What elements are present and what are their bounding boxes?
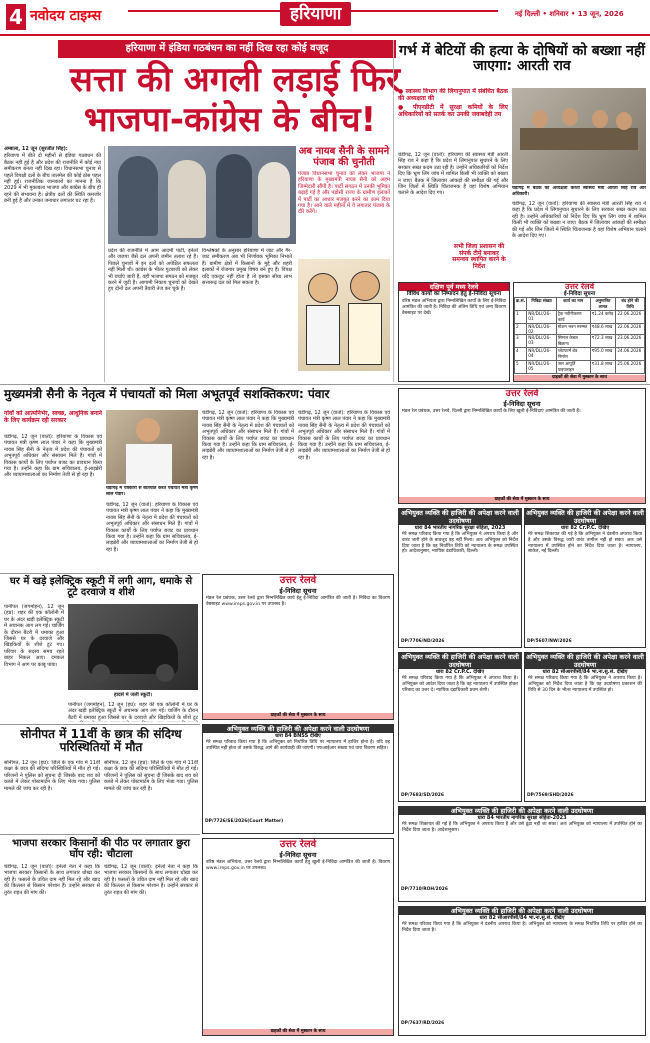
table-cell: 24.06.2026 <box>616 348 645 361</box>
bullet-item: ● स्वास्थ्य विभाग की लिंगानुपात में संबंधित बैठक की अध्यक्षता की <box>398 88 508 103</box>
table-cell: 1 <box>515 311 527 324</box>
table-row <box>515 361 645 374</box>
table-cell: 5 <box>515 361 527 374</box>
cartoon-headline: अब नायब सैनी के सामने पंजाब की चुनौती <box>298 146 390 168</box>
table-cell: ₹72.3 लाख <box>590 335 616 348</box>
panchayat-photo <box>106 410 198 484</box>
page-header <box>0 0 650 36</box>
table-header-cell: निविदा संख्या <box>527 298 557 311</box>
table-header-cell: बंद होने की तिथि <box>616 298 645 311</box>
table-cell: 23.06.2026 <box>616 335 645 348</box>
student-body-1: सोनीपत, 12 जून (हप्र): जिले के एक गांव में 11वीं कक्षा के छात्र की संदिग्ध परिस्थितियों में मौत हो गई। परिजनों ने पुलिस को सूचना दी जिसके बाद शव को कब्जे में लेकर पोस्टमार्टम के लिए भेजा गया। पुलिस मामले की जांच कर रही है। <box>4 760 100 792</box>
fire-photo <box>68 604 198 690</box>
table-cell: NR/DLI/26-05 <box>527 361 557 374</box>
cartoon-body: पंजाब विधानसभा चुनाव को लेकर भाजपा ने हरियाणा के मुख्यमंत्री नायब सैनी को अहम जिम्मेदारी सौंपी है। पार्टी संगठन में उनकी भूमिका बढ़ाई गई है और पड़ोसी राज्य के ग्रामीण इलाकों में पार्टी का आधार मजबूत करने का काम दिया गया है। आने वाले महीनों में वे लगातार पंजाब के दौरे करेंगे। <box>298 171 390 216</box>
panchayat-body-3: चंडीगढ़, 12 जून (वार्ता): हरियाणा के विकास एवं पंचायत मंत्री कृष्ण लाल पंवार ने कहा कि मुख्यमंत्री नायब सिंह सैनी के नेतृत्व में प्रदेश की पंचायतों को अभूतपूर्व अधिकार और संसाधन मिले हैं। गांवों में विकास कार्यों के लिए पर्याप्त बजट का प्रावधान किया गया है। उन्होंने कहा कि ग्राम सचिवालय, ई-लाइब्रेरी और व्यायामशालाओं का निर्माण तेजी से हो रहा है। <box>202 410 294 461</box>
section-divider <box>0 384 650 385</box>
farmers-body-1: चंडीगढ़, 12 जून (वार्ता): इनेलो नेता ने कहा कि भाजपा सरकार किसानों के साथ लगातार धोखा कर रही है। फसलों के उचित दाम नहीं मिल रहे और खाद की किल्लत से किसान परेशान हैं। उन्होंने सरकार से तुरंत राहत की मांग की। <box>4 864 100 896</box>
table-cell: 4 <box>515 348 527 361</box>
rail-ad-small: दक्षिण पूर्व मध्य रेलवे विविध कार्यों का निष्पादन हेतु ई-निविदा सूचना वरिष्ठ मंडल अभियंता द्वारा निम्नलिखित कार्यों के लिए ई-निविदा आमंत्रित की जाती है। निविदा की अंतिम तिथि एवं अन्य विवरण वेबसाइट पर देखें। <box>398 282 510 382</box>
panchayat-body-2: चंडीगढ़, 12 जून (वार्ता): हरियाणा के विकास एवं पंचायत मंत्री कृष्ण लाल पंवार ने कहा कि मुख्यमंत्री नायब सिंह सैनी के नेतृत्व में प्रदेश की पंचायतों को अभूतपूर्व अधिकार और संसाधन मिले हैं। गांवों में विकास कार्यों के लिए पर्याप्त बजट का प्रावधान किया गया है। उन्होंने कहा कि ग्राम सचिवालय, ई-लाइब्रेरी और व्यायामशालाओं का निर्माण तेजी से हो रहा है। <box>106 502 198 553</box>
panchayat-bullet: गांवों को आत्मनिर्भर, स्वच्छ, आधुनिक बनाने के लिए कार्यक्रम रही सरकार <box>4 410 102 424</box>
table-cell: ₹48.6 लाख <box>590 324 616 335</box>
table-cell: NR/DLI/26-01 <box>527 311 557 324</box>
right-story-headline: गर्भ में बेटियों की हत्या के दोषियों को बख्शा नहीं जाएगा: आरती राव <box>399 43 645 75</box>
court-notice: अभियुक्त व्यक्ति की हाजिरी की अपेक्षा करने वाली उदघोषणा धारा 84 भारतीय नागरिक सुरक्षा संहिता-2023 मेरे समक्ष शिकायत की गई है कि अभियुक्त ने अपराध किया है और उसे ढूंढा नहीं जा सका। अतः अभियुक्त को न्यायालय में उपस्थित होने का निर्देश दिया जाता है। आदेशानुसार। DP/7710/ROH/2026 <box>398 806 646 902</box>
table-cell: 3 <box>515 335 527 348</box>
table-header-cell: क्र.सं. <box>515 298 527 311</box>
lead-column-3: विश्लेषकों के अनुसार हरियाणा में जाट और गैर-जाट समीकरण अब भी निर्णायक भूमिका निभाते हैं। ग्रामीण क्षेत्रों में किसानों के मुद्दे और शहरी इलाकों में रोजगार प्रमुख विषय बने हुए हैं। विपक्ष यदि एकजुट नहीं होता है तो इसका सीधा लाभ सत्तारूढ़ दल को मिल सकता है। <box>202 248 292 287</box>
panchayat-body-1: चंडीगढ़, 12 जून (वार्ता): हरियाणा के विकास एवं पंचायत मंत्री कृष्ण लाल पंवार ने कहा कि मुख्यमंत्री नायब सिंह सैनी के नेतृत्व में प्रदेश की पंचायतों को अभूतपूर्व अधिकार और संसाधन मिले हैं। गांवों में विकास कार्यों के लिए पर्याप्त बजट का प्रावधान किया गया है। उन्होंने कहा कि ग्राम सचिवालय, ई-लाइब्रेरी और व्यायामशालाओं का निर्माण तेजी से हो रहा है। <box>4 434 102 479</box>
right-story-subhead: सभी जिला प्रशासन की संपर्क टीमें बनाकर समन्वय स्थापित करने के निर्देश <box>452 243 506 270</box>
student-body-2: सोनीपत, 12 जून (हप्र): जिले के एक गांव में 11वीं कक्षा के छात्र की संदिग्ध परिस्थितियों में मौत हो गई। परिजनों ने पुलिस को सूचना दी जिसके बाद शव को कब्जे में लेकर पोस्टमार्टम के लिए भेजा गया। पुलिस मामले की जांच कर रही है। <box>104 760 198 792</box>
farmers-body-2: चंडीगढ़, 12 जून (वार्ता): इनेलो नेता ने कहा कि भाजपा सरकार किसानों के साथ लगातार धोखा कर रही है। फसलों के उचित दाम नहीं मिल रहे और खाद की किल्लत से किसान परेशान हैं। उन्होंने सरकार से तुरंत राहत की मांग की। <box>104 864 198 896</box>
table-cell: ₹95.0 लाख <box>590 348 616 361</box>
tender-table-box: उत्तर रेलवे ई-निविदा सूचना क्र.सं. निविदा संख्या कार्य का नाम अनुमानित लागत बंद होने की तिथि 1 NR/DLI/26-01 ट्रैक नवीनीकरण कार्य ₹1.24 करोड़ 22.06.2026 2 NR/DLI/26-02 स्टेशन भवन मरम्मत ₹48.6 लाख 22.06.2026 3 NR/DLI/26-03 सिग्नल केबल बिछाना ₹72.3 लाख 23.06.2026 4 NR/DLI/26-04 प्लेटफार्म शेड निर्माण ₹95.0 लाख 24.06.2026 5 NR/DLI/26-05 जल आपूर्ति पाइपलाइन ₹31.8 लाख 25.06.2026 ग्राहकों की सेवा में मुस्कान के साथ <box>513 282 646 382</box>
right-story-photo <box>512 88 646 184</box>
tender-table <box>514 297 645 374</box>
lead-headline-line2: भाजपा-कांग्रेस के बीच! <box>83 100 377 140</box>
student-headline: सोनीपत में 11वीं के छात्र की संदिग्ध परिस्थितियों में मौत <box>20 727 182 755</box>
section-title: हरियाणा <box>280 2 351 26</box>
table-cell: ट्रैक नवीनीकरण कार्य <box>556 311 590 324</box>
cartoon-illustration <box>298 259 390 371</box>
right-story-body: चंडीगढ़, 12 जून (वार्ता): हरियाणा की स्वास्थ्य मंत्री आरती सिंह राव ने कहा है कि प्रदेश में लिंगानुपात सुधारने के लिए सरकार सख्त कदम उठा रही है। उन्होंने अधिकारियों को निर्देश दिए कि भ्रूण लिंग जांच में शामिल किसी भी व्यक्ति को बख्शा न जाए। बैठक में जिलावार आंकड़ों की समीक्षा की गई और जिन जिलों में स्थिति चिंताजनक है वहां विशेष अभियान चलाने के आदेश दिए गए। <box>398 152 508 197</box>
fire-headline: घर में खड़े इलेक्ट्रिक स्कूटी में लगी आग, धमाके से टूटे दरवाजे व शीशे <box>9 576 193 598</box>
fire-body: पानीपत (जगमोहन), 12 जून (हप्र): शहर की एक कॉलोनी में घर के अंदर खड़ी इलेक्ट्रिक स्कूटी में अचानक आग लग गई। चार्जिंग के दौरान बैटरी में धमाका हुआ जिससे घर के दरवाजे और खिड़कियों के शीशे टूट गए। परिवार के सदस्य समय रहते बाहर निकल आए। दमकल विभाग ने आग पर काबू पाया। <box>4 604 64 668</box>
panchayat-body-4: चंडीगढ़, 12 जून (वार्ता): हरियाणा के विकास एवं पंचायत मंत्री कृष्ण लाल पंवार ने कहा कि मुख्यमंत्री नायब सिंह सैनी के नेतृत्व में प्रदेश की पंचायतों को अभूतपूर्व अधिकार और संसाधन मिले हैं। गांवों में विकास कार्यों के लिए पर्याप्त बजट का प्रावधान किया गया है। उन्होंने कहा कि ग्राम सचिवालय, ई-लाइब्रेरी और व्यायामशालाओं का निर्माण तेजी से हो रहा है। <box>298 410 390 461</box>
court-notice: अभियुक्त व्यक्ति की हाजिरी की अपेक्षा करने वाली उदघोषणा धारा 84 भारतीय नागरिक सुरक्षा संहिता, 2023 मेरे समक्ष परिवाद किया गया है कि अभियुक्त ने अपराध किया है और वारंट जारी होने के बावजूद वह नहीं मिला। अतः अभियुक्त को निर्देश दिया जाता है कि वह निर्धारित तिथि को न्यायालय के समक्ष उपस्थित हो। आदेशानुसार, न्यायिक दंडाधिकारी, दिल्ली। DP/7706/ND/2026 <box>398 508 522 648</box>
table-cell: NR/DLI/26-03 <box>527 335 557 348</box>
dateline: नई दिल्ली • शनिवार • 13 जून, 2026 <box>515 10 624 18</box>
page-number: 4 <box>6 4 26 30</box>
section-divider <box>0 724 200 725</box>
fire-body-cont: पानीपत (जगमोहन), 12 जून (हप्र): शहर की एक कॉलोनी में घर के अंदर खड़ी इलेक्ट्रिक स्कूटी में अचानक आग लग गई। चार्जिंग के दौरान बैटरी में धमाका हुआ जिससे घर के दरवाजे और खिड़कियों के शीशे टूट <box>68 702 198 721</box>
panchayat-headline: मुख्यमंत्री सैनी के नेतृत्व में पंचायतों को मिला अभूतपूर्व सशक्तिकरण: पंवार <box>4 387 330 401</box>
panchayat-caption: चंडीगढ़ में पत्रकारों से बातचीत करते पंचायत मंत्री कृष्ण लाल पंवार। <box>106 486 198 498</box>
lead-column-1: अम्बाला, 12 जून (सुरजीत सिंह): हरियाणा में बीते दो महीनों से इंडिया गठबंधन की बैठक नहीं हुई है और प्रदेश की राजनीति में कोई नया समीकरण बनता नहीं दिख रहा। विधानसभा चुनाव से पहले विपक्षी दलों के बीच तालमेल की कोई ठोस पहल नहीं हुई। राजनीतिक जानकारों का मानना है कि 2029 में भी मुकाबला भाजपा और कांग्रेस के बीच ही रहने की संभावना है। क्षेत्रीय दलों की स्थिति कमजोर बनी हुई है और उनका जनाधार लगातार घट रहा है। <box>4 146 101 205</box>
right-story-body-cont: चंडीगढ़, 12 जून (वार्ता): हरियाणा की स्वास्थ्य मंत्री आरती सिंह राव ने कहा है कि प्रदेश में लिंगानुपात सुधारने के लिए सरकार सख्त कदम उठा रही है। उन्होंने अधिकारियों को निर्देश दिए कि भ्रूण लिंग जांच में शामिल किसी भी व्यक्ति को बख्शा न जाए। बैठक में जिलावार आंकड़ों की समीक्षा की गई और जिन जिलों में स्थिति चिंताजनक है वहां विशेष अभियान चलाने के आदेश दिए गए। <box>512 201 646 240</box>
lead-headline-line1: सत्ता की अगली लड़ाई फिर <box>69 60 401 100</box>
rail-tender-big: उत्तर रेलवे ई-निविदा सूचना मंडल रेल प्रबंधक, उत्तर रेलवे द्वारा निम्नलिखित कार्य हेतु ई-निविदा आमंत्रित की जाती है। निविदा का विवरण वेबसाइट www.ireps.gov.in पर उपलब्ध है। ग्राहकों की सेवा में मुस्कान के साथ <box>202 574 394 720</box>
masthead: नवोदय टाइम्स <box>30 8 102 24</box>
cartoon-box <box>298 146 390 382</box>
right-story-photo-caption: चंडीगढ़ में बैठक की अध्यक्षता करती स्वास्थ्य मंत्री आरती सिंह राव और अधिकारी। <box>512 186 646 197</box>
table-row <box>515 348 645 361</box>
right-story-bullets <box>398 88 508 150</box>
table-cell: जल आपूर्ति पाइपलाइन <box>556 361 590 374</box>
top-banner: हरियाणा में इंडिया गठबंधन का नहीं दिख रहा कोई वजूद <box>58 40 396 58</box>
table-cell: ₹31.8 लाख <box>590 361 616 374</box>
lead-photo <box>108 146 296 244</box>
table-row <box>515 324 645 335</box>
farmers-headline: भाजपा सरकार किसानों की पीठ पर लगातार छुरा घोंप रही: चौटाला <box>12 838 190 860</box>
court-notice: अभियुक्त व्यक्ति की हाजिरी की अपेक्षा करने वाली उदघोषणा धारा 82 Cr.P.C. देखिए मेरे समक्ष शिकायत की गई है कि अभियुक्त ने दंडनीय अपराध किया है और उसके विरुद्ध जारी वारंट तामील नहीं हो सका। अतः उसे न्यायालय में उपस्थित होने का निर्देश दिया जाता है। न्यायालय, साकेत, नई दिल्ली। DP/5607/NW/2026 <box>524 508 646 648</box>
table-cell: NR/DLI/26-02 <box>527 324 557 335</box>
table-row <box>515 311 645 324</box>
court-notice: अभियुक्त व्यक्ति की हाजिरी की अपेक्षा करने वाली उदघोषणा धारा 84 BNSS देखिए मेरे समक्ष परिवाद किया गया है कि अभियुक्त को निर्धारित तिथि पर न्यायालय में हाजिर होना है। यदि वह उपस्थित नहीं होता तो उसके विरुद्ध आगे की कार्यवाही की जाएगी। एफआईआर संख्या एवं धारा विवरण सहित। DP/7726/SE/2026(Court Matter) <box>202 724 394 834</box>
table-cell: 2 <box>515 324 527 335</box>
section-divider <box>0 573 200 574</box>
fire-caption: हादसे में जली स्कूटी। <box>113 692 153 698</box>
table-cell: प्लेटफार्म शेड निर्माण <box>556 348 590 361</box>
table-header-cell: कार्य का नाम <box>556 298 590 311</box>
section-divider <box>0 834 200 835</box>
court-notice: अभियुक्त व्यक्ति की हाजिरी की अपेक्षा करने वाली उदघोषणा धारा 82 सीआरपीसी/84 भा.ना.सु.सं. देखिए मेरे समक्ष परिवाद किया गया है कि अभियुक्त ने दंडनीय अपराध किया है। अभियुक्त को न्यायालय के समक्ष निर्धारित तिथि पर हाजिर होने का निर्देश दिया जाता है। DP/7637/RD/2026 <box>398 906 646 1036</box>
table-header-cell: अनुमानित लागत <box>590 298 616 311</box>
court-notice: अभियुक्त व्यक्ति की हाजिरी की अपेक्षा करने वाली उदघोषणा धारा 82 सीआरपीसी/84 भा.ना.सु.सं. देखिए मेरे समक्ष परिवाद किया गया है कि अभियुक्त ने अपराध किया है। अभियुक्त को निर्देश दिया जाता है कि वह उदघोषणा प्रकाशन की तिथि से 30 दिन के भीतर न्यायालय में उपस्थित हो। DP/7569/SHD/2026 <box>524 652 646 802</box>
table-cell: सिग्नल केबल बिछाना <box>556 335 590 348</box>
rail-tender-bottom: उत्तर रेलवे ई-निविदा सूचना वरिष्ठ मंडल अभियंता, उत्तर रेलवे द्वारा निम्नलिखित कार्यों हेतु खुली ई-निविदा आमंत्रित की जाती है। विवरण www.ireps.gov.in पर उपलब्ध। ग्राहकों की सेवा में मुस्कान के साथ <box>202 838 394 1036</box>
table-cell: ₹1.24 करोड़ <box>590 311 616 324</box>
lead-column-2: प्रदेश की राजनीति में आम आदमी पार्टी, इनेलो और जजपा जैसे दल अपनी जमीन तलाश रहे हैं। पिछले चुनावों में इन दलों को अपेक्षित सफलता नहीं मिली थी। कांग्रेस के भीतर गुटबाजी को लेकर भी चर्चाएं जारी हैं, वहीं भाजपा संगठन को मजबूत करने में जुटी है। आगामी निकाय चुनावों को देखते हुए दोनों दल अपनी तैयारी तेज कर चुके हैं। <box>108 248 198 293</box>
table-cell: 22.06.2026 <box>616 311 645 324</box>
column-divider <box>104 146 105 382</box>
bullet-item: ● पीएनडीटी में सुरक्षा कमियों के लिए अधिकारियों को सतर्क कर उनकी जवाबदेही तय <box>398 103 508 119</box>
column-divider <box>393 40 394 382</box>
rail-tender-mid: उत्तर रेलवे ई-निविदा सूचना मंडल रेल प्रबंधक, उत्तर रेलवे, दिल्ली द्वारा निम्नलिखित कार्यों के लिए खुली ई-निविदाएं आमंत्रित की जाती हैं। ग्राहकों की सेवा में मुस्कान के साथ <box>398 388 646 504</box>
table-cell: 22.06.2026 <box>616 324 645 335</box>
table-row <box>515 335 645 348</box>
table-cell: स्टेशन भवन मरम्मत <box>556 324 590 335</box>
table-cell: 25.06.2026 <box>616 361 645 374</box>
table-cell: NR/DLI/26-04 <box>527 348 557 361</box>
header-rule <box>0 34 650 36</box>
court-notice: अभियुक्त व्यक्ति की हाजिरी की अपेक्षा करने वाली उदघोषणा धारा 82 Cr.P.C. देखिए मेरे समक्ष परिवाद किया गया है कि अभियुक्त ने अपराध किया है। अभियुक्त को आदेश दिया जाता है कि वह न्यायालय में उपस्थित होकर परिवाद का उत्तर दे। न्यायिक दंडाधिकारी प्रथम श्रेणी। DP/7683/SD/2026 <box>398 652 522 802</box>
